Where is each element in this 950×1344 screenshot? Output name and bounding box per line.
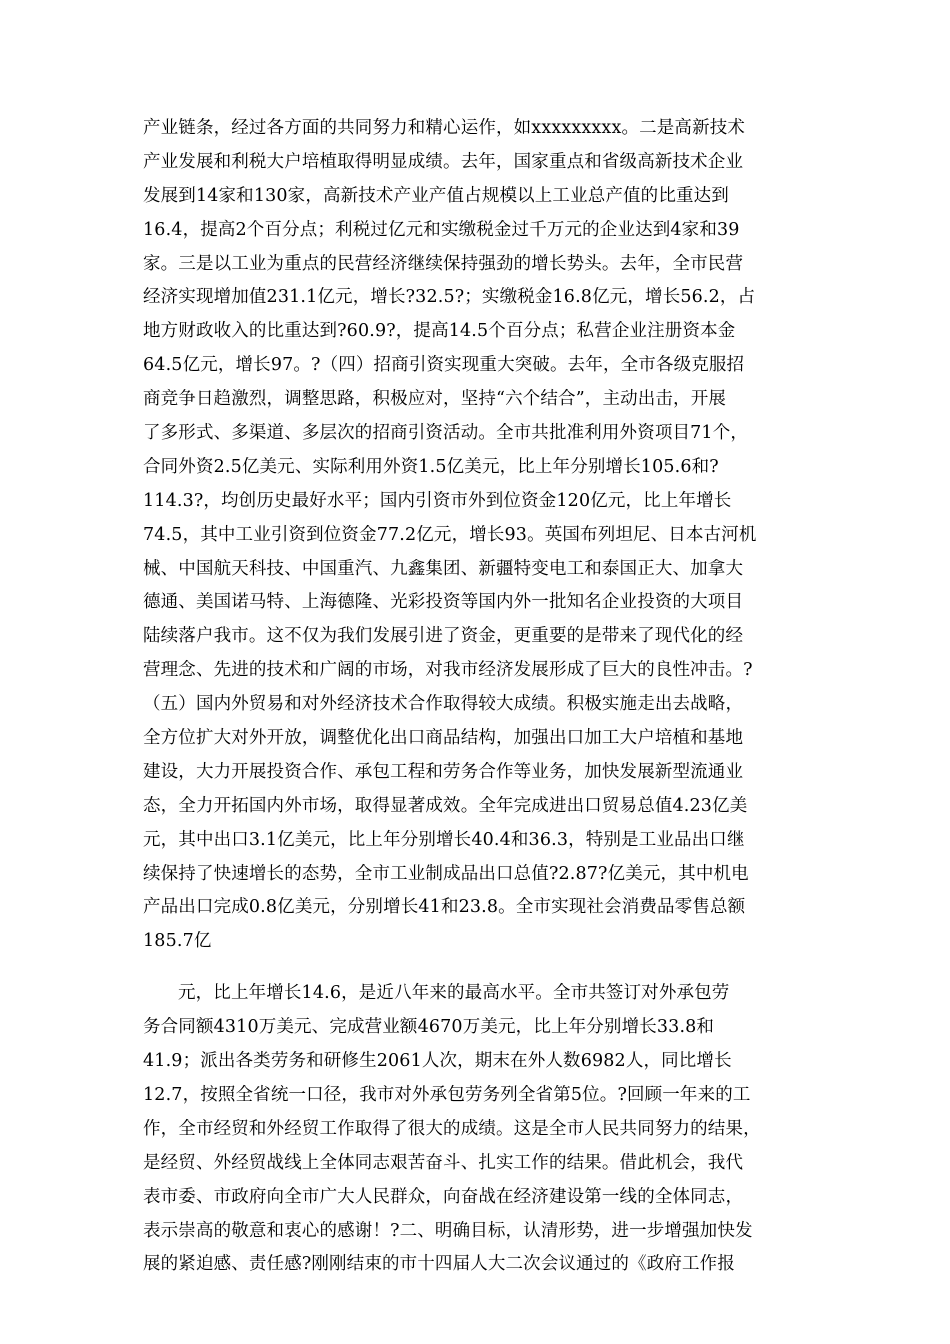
text-line: 地方财政收入的比重达到?60.9?，提高14.5个百分点；私营企业注册资本金 <box>143 321 736 342</box>
text-line: 产业发展和利税大户培植取得明显成绩。去年，国家重点和省级高新技术企业 <box>143 151 744 172</box>
text-line: 务合同额4310万美元、完成营业额4670万美元，比上年分别增长33.8和 <box>143 1017 715 1038</box>
text-line: 41.9；派出各类劳务和研修生2061人次，期末在外人数6982人，同比增长 <box>143 1051 732 1072</box>
text-line: 建设，大力开展投资合作、承包工程和劳务合作等业务，加快发展新型流通业 <box>143 761 744 782</box>
paragraph-1 <box>143 112 808 959</box>
text-line: 表市委、市政府向全市广大人民群众，向奋战在经济建设第一线的全体同志， <box>143 1186 744 1207</box>
text-line: 元，其中出口3.1亿美元，比上年分别增长40.4和36.3，特别是工业品出口继 <box>143 829 745 850</box>
text-line: 185.7亿 <box>143 931 212 952</box>
text-line: 74.5，其中工业引资到位资金77.2亿元，增长93。英国布列坦尼、日本古河机 <box>143 524 757 545</box>
text-line: 合同外资2.5亿美元、实际利用外资1.5亿美元，比上年分别增长105.6和? <box>143 456 719 477</box>
text-line: 114.3?，均创历史最好水平；国内引资市外到位资金120亿元，比上年增长 <box>143 490 732 511</box>
text-line: 产业链条，经过各方面的共同努力和精心运作，如xxxxxxxxx。二是高新技术 <box>143 118 746 138</box>
text-line: 16.4，提高2个百分点；利税过亿元和实缴税金过千万元的企业达到4家和39 <box>143 219 740 240</box>
paragraph-spacer <box>143 959 808 977</box>
text-line: 展的紧迫感、责任感?刚刚结束的市十四届人大二次会议通过的《政府工作报 <box>143 1254 735 1275</box>
text-line: 商竞争日趋激烈，调整思路，积极应对，坚持“六个结合”，主动出击，开展 <box>143 389 726 410</box>
text-line: 作，全市经贸和外经贸工作取得了很大的成绩。这是全市人民共同努力的结果， <box>143 1118 761 1139</box>
text-line: 产品出口完成0.8亿美元，分别增长41和23.8。全市实现社会消费品零售总额 <box>143 897 746 918</box>
text-line: 了多形式、多渠道、多层次的招商引资活动。全市共批准利用外资项目71个， <box>143 423 749 444</box>
text-line: 12.7，按照全省统一口径，我市对外承包劳务列全省第5位。?回顾一年来的工 <box>143 1084 751 1105</box>
document-page <box>143 112 808 1282</box>
text-line: 全方位扩大对外开放，调整优化出口商品结构，加强出口加工大户培植和基地 <box>143 728 744 749</box>
paragraph-2 <box>143 977 808 1282</box>
text-line: 家。三是以工业为重点的民营经济继续保持强劲的增长势头。去年，全市民营 <box>143 253 744 274</box>
text-line: 是经贸、外经贸战线上全体同志艰苦奋斗、扎实工作的结果。借此机会，我代 <box>143 1152 744 1173</box>
text-line: 64.5亿元，增长97。?（四）招商引资实现重大突破。去年，全市各级克服招 <box>143 355 745 376</box>
text-line: 营理念、先进的技术和广阔的市场，对我市经济发展形成了巨大的良性冲击。? <box>143 660 753 681</box>
text-line: 续保持了快速增长的态势，全市工业制成品出口总值?2.87?亿美元，其中机电 <box>143 863 749 884</box>
text-line: 表示崇高的敬意和衷心的感谢！?二、明确目标，认清形势，进一步增强加快发 <box>143 1220 753 1241</box>
text-line: 械、中国航天科技、中国重汽、九鑫集团、新疆特变电工和泰国正大、加拿大 <box>143 558 744 579</box>
text-line: 态，全力开拓国内外市场，取得显著成效。全年完成进出口贸易总值4.23亿美 <box>143 795 748 816</box>
text-line: 经济实现增加值231.1亿元，增长?32.5?；实缴税金16.8亿元，增长56.2，占 <box>143 287 756 308</box>
text-line: 元，比上年增长14.6，是近八年来的最高水平。全市共签订对外承包劳 <box>178 983 730 1004</box>
text-line: （五）国内外贸易和对外经济技术合作取得较大成绩。积极实施走出去战略， <box>143 694 744 715</box>
text-line: 发展到14家和130家，高新技术产业产值占规模以上工业总产值的比重达到 <box>143 185 729 206</box>
text-line: 德通、美国诺马特、上海德隆、光彩投资等国内外一批知名企业投资的大项目 <box>143 592 744 613</box>
text-line: 陆续落户我市。这不仅为我们发展引进了资金，更重要的是带来了现代化的经 <box>143 626 744 647</box>
